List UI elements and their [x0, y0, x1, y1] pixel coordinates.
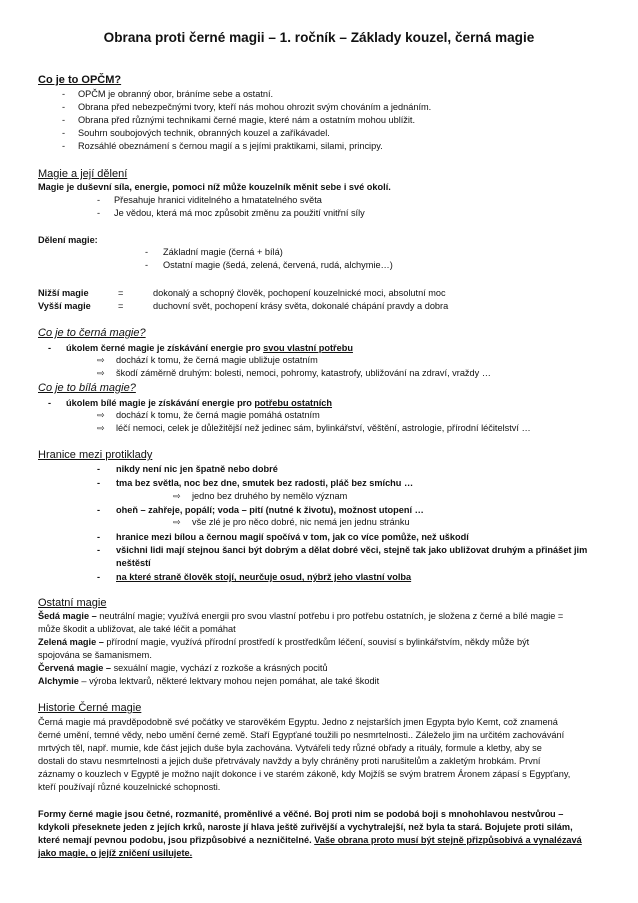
arrow-icon: ⇨ — [97, 423, 105, 433]
page-title: Obrana proti černé magii – 1. ročník – Základy kouzel, černá magie — [103, 30, 535, 45]
dash-bullet: - — [62, 128, 66, 138]
higher-magic-text: duchovní svět, pochopení krásy světa, dokonalé chápání pravdy a dobra — [153, 301, 449, 311]
grey-magic-line — [38, 610, 563, 622]
list-item: nikdy není nic jen špatně nebo dobré — [116, 464, 278, 474]
grey-magic-line-2: může škodit a ubližovat, ale také léčit a pomáhat — [38, 624, 236, 634]
list-item: Obrana před různými technikami černé magie, které nám a ostatním mohou ublížit. — [78, 115, 416, 125]
equals-sign: = — [118, 288, 124, 298]
red-magic-line — [38, 662, 328, 674]
dash-bullet: - — [97, 532, 101, 542]
list-item: škodí záměrně druhým: bolesti, nemoci, pohromy, katastrofy, ubližování na zdraví, vraždy … — [116, 368, 491, 378]
arrow-icon: ⇨ — [97, 355, 105, 365]
heading-what-is-opcm: Co je to OPČM? — [38, 74, 122, 86]
black-magic-lead — [66, 342, 353, 354]
list-item: na které straně člověk stojí, neurčuje osud, nýbrž jeho vlastní volba — [116, 572, 412, 582]
plain-text: které nemají pevnou podobu, jsou přizpůsobivé a nezničitelné. — [38, 835, 315, 845]
paragraph-line: jako magie, o jejíž zničení usilujete. — [38, 848, 193, 858]
list-item: dochází k tomu, že černá magie pomáhá ostatním — [116, 410, 320, 420]
list-subitem: jedno bez druhého by nemělo význam — [192, 491, 348, 501]
definition: neutrální magie; využívá energii pro svou vlastní potřebu i pro potřebu ostatních, je složena z černé a bílé magie = — [96, 611, 564, 621]
list-item: Ostatní magie (šedá, zelená, červená, rudá, alchymie…) — [163, 260, 393, 270]
paragraph-line: Formy černé magie jsou četné, rozmanité, proměnlivé a věčné. Boj proti nim se podobá boji s mnohohlavou nestvůrou – — [38, 809, 564, 819]
list-item-continuation: neštěstí — [116, 558, 151, 568]
list-item: dochází k tomu, že černá magie ubližuje ostatním — [116, 355, 318, 365]
list-item: Přesahuje hranici viditelného a hmatatelného světa — [114, 195, 322, 205]
list-item: tma bez světla, noc bez dne, smutek bez radosti, pláč bez smíchu … — [116, 478, 414, 488]
dash-bullet: - — [48, 398, 52, 408]
paragraph-line: mrtvých těl, např. mumie, kde část jejich duše byla zachována. Vytvářeli tedy různé obřady a rituály, formule a kletby, aby se — [38, 743, 542, 753]
arrow-icon: ⇨ — [97, 368, 105, 378]
list-item: OPČM je obranný obor, bráníme sebe a ostatní. — [78, 89, 274, 99]
paragraph-line: dostali do stavu nesmrtelnosti a jejich duše přetrvávaly navždy a byly chráněny proti narušitelům a zakletým hrobkám. První — [38, 756, 541, 766]
dash-bullet: - — [97, 572, 101, 582]
dash-bullet: - — [62, 141, 66, 151]
definition: sexuální magie, vychází z rozkoše a krásných pocitů — [111, 663, 328, 673]
list-item: Základní magie (černá + bílá) — [163, 247, 283, 257]
list-item: Souhrn soubojových technik, obranných kouzel a zaříkávadel. — [78, 128, 330, 138]
list-item: Rozsáhlé obeznámení s černou magií a s jejími praktikami, silami, principy. — [78, 141, 383, 151]
paragraph-line: Černá magie má pravděpodobně své počátky ve starověkém Egyptu. Jedno z nejstarších jmen Egypta bylo Kemt, což znamená — [38, 717, 558, 727]
arrow-icon: ⇨ — [97, 410, 105, 420]
dash-bullet: - — [62, 102, 66, 112]
dash-bullet: - — [62, 115, 66, 125]
arrow-icon: ⇨ — [173, 517, 181, 527]
green-magic-line-2: spojována se šamanismem. — [38, 650, 152, 660]
list-subitem: vše zlé je pro něco dobré, nic nemá jen jednu stránku — [192, 517, 410, 527]
dash-bullet: - — [145, 247, 149, 257]
lead-text: úkolem černé magie je získávání energie pro — [66, 343, 264, 353]
lead-text: úkolem bílé magie je získávání energie pro — [66, 398, 255, 408]
term: Zelená magie – — [38, 637, 104, 647]
lead-underlined: potřebu ostatních — [254, 398, 333, 408]
paragraph-line — [38, 834, 582, 846]
heading-history: Historie Černé magie — [38, 702, 142, 714]
dash-bullet: - — [97, 478, 101, 488]
list-item: hranice mezi bílou a černou magií spočívá v tom, jak co více pomůže, než uškodí — [116, 532, 469, 542]
term: Červená magie – — [38, 663, 112, 673]
equals-sign: = — [118, 301, 124, 311]
list-item: oheň – zahřeje, popálí; voda – pití (nutné k životu), možnost utopení … — [116, 505, 424, 515]
dash-bullet: - — [97, 505, 101, 515]
list-item: Obrana před nebezpečnými tvory, kteří nás mohou ohrozit svým chováním a jednáním. — [78, 102, 432, 112]
list-item: léčí nemoci, celek je důležitější než jedinec sám, bylinkářství, věštění, astrologie, přírodní léčitelství … — [116, 423, 531, 433]
definition: – výroba lektvarů, některé lektvary mohou nejen pomáhat, ale také škodit — [78, 676, 380, 686]
definition: přírodní magie, využívá přírodní prostředí k prostředkům léčení, souvisí s bylinkářstvím, někdy může být — [103, 637, 530, 647]
underlined-text: Vaše obrana proto musí být stejně přizpůsobivá a vynalézavá — [314, 835, 582, 845]
lower-magic-text: dokonalý a schopný člověk, pochopení kouzelnické moci, absolutní moc — [153, 288, 446, 298]
alchemy-line — [38, 675, 379, 687]
term: Alchymie — [38, 676, 79, 686]
arrow-icon: ⇨ — [173, 491, 181, 501]
heading-boundaries: Hranice mezi protiklady — [38, 449, 153, 461]
green-magic-line — [38, 636, 529, 648]
dash-bullet: - — [97, 545, 101, 555]
list-item: Je vědou, která má moc způsobit změnu za použití vnitřní síly — [114, 208, 365, 218]
term: Šedá magie – — [38, 611, 97, 621]
dash-bullet: - — [145, 260, 149, 270]
lower-magic-label: Nižší magie — [38, 288, 89, 298]
heading-magic-division: Magie a její dělení — [38, 168, 128, 180]
paragraph-line: záznamy o kouzlech v Egyptě je možno najít dokonce i ve starém zákoně, kdy Mojžíš se svým bratrem Áronem zápasí s Egypťany, — [38, 769, 571, 779]
higher-magic-label: Vyšší magie — [38, 301, 91, 311]
heading-other-magic: Ostatní magie — [38, 597, 107, 609]
dash-bullet: - — [97, 208, 101, 218]
paragraph-line: černé umění, temné vědy, nebo umění černé země. Staří Egypťané toužili po nesmrtelnosti.. Záleželo jim na určitém zachovávání — [38, 730, 565, 740]
magic-definition: Magie je duševní síla, energie, pomoci níž může kouzelník měnit sebe i své okolí. — [38, 182, 391, 192]
dash-bullet: - — [62, 89, 66, 99]
heading-black-magic: Co je to černá magie? — [38, 327, 146, 339]
paragraph-line: kteří používají různé kouzelnické schopnosti. — [38, 782, 221, 792]
list-item: všichni lidi mají stejnou šanci být dobrým a dělat dobré věci, stejně tak jako ubližovat druhým a přinášet jim — [116, 545, 588, 555]
lead-underlined: svou vlastní potřebu — [263, 343, 353, 353]
dash-bullet: - — [97, 195, 101, 205]
paragraph-line: kdykoli přeseknete jeden z jejích krků, naroste jí hlava ještě zuřivější a vychytralejší, než byla ta stará. Bojujete proti silám, — [38, 822, 573, 832]
dash-bullet: - — [48, 343, 52, 353]
dash-bullet: - — [97, 464, 101, 474]
division-label: Dělení magie: — [38, 235, 98, 245]
white-magic-lead — [66, 397, 332, 409]
heading-white-magic: Co je to bílá magie? — [38, 382, 136, 394]
